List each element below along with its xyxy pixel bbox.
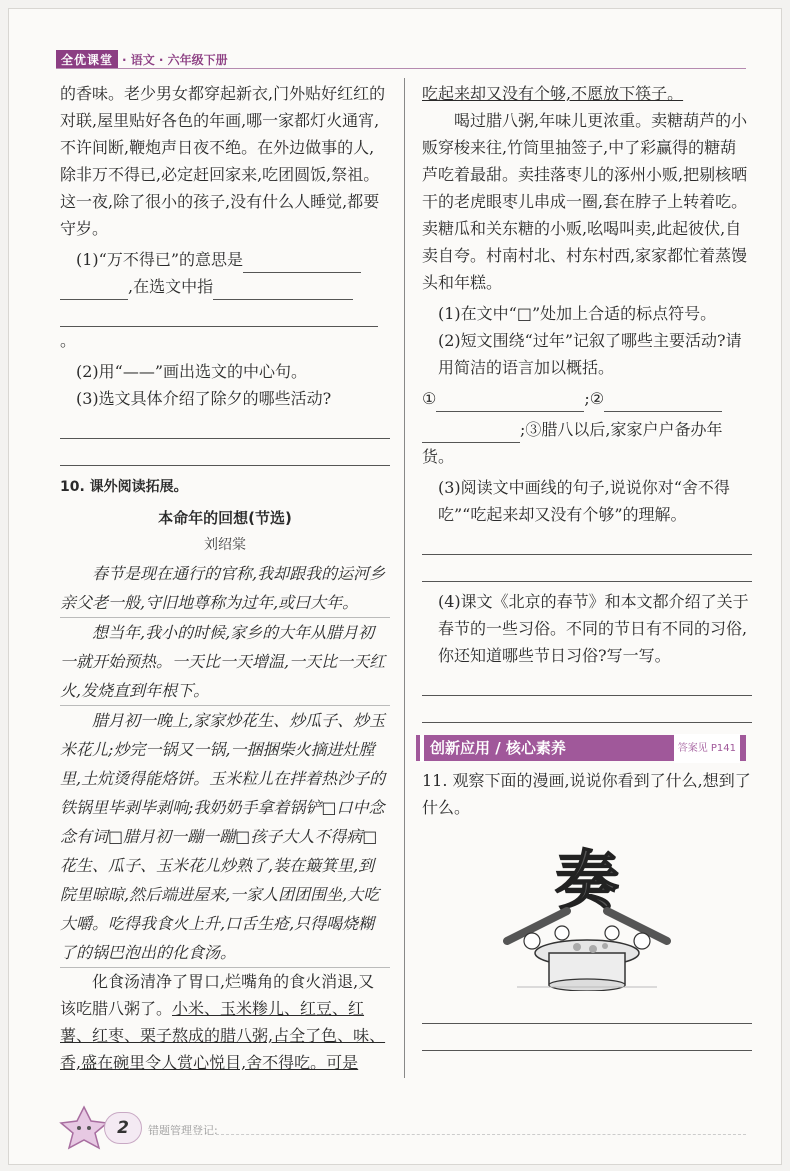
comic-illustration: [487, 841, 687, 991]
passage-paragraph: 的香味。老少男女都穿起新衣,门外贴好红红的对联,屋里贴好各色的年画,哪一家都灯火通宵,不许间断,鞭炮声日夜不绝。在外边做事的人,除非万不得已,必定赶回家来,吃团圆饭,祭祖。这一夜,除了很小的孩子,没有什么人睡觉,都要守岁。: [60, 84, 386, 238]
question-2: (2)用“——”画出选文的中心句。: [76, 362, 308, 381]
answer-line[interactable]: [422, 1024, 752, 1051]
left-column: [60, 80, 390, 1076]
underlined-sentence: 小米、玉米糁儿、红豆、红薯、红枣、栗子熬成的腊八粥,占全了色、味、香,盛在碗里令人赏心悦目,舍不得吃。可是: [60, 999, 386, 1072]
answer-blank[interactable]: [60, 281, 128, 300]
question-2: (2)短文围绕“过年”记叙了哪些主要活动?请用简洁的语言加以概括。: [438, 331, 742, 377]
answer-line[interactable]: [422, 669, 752, 696]
comic-drawing: [487, 841, 687, 991]
answer-line[interactable]: [422, 555, 752, 582]
answer-blank[interactable]: [243, 254, 361, 273]
answer-blank[interactable]: [60, 308, 378, 327]
page-number: 2: [104, 1112, 142, 1144]
reading-paragraph: 春节是现在通行的官称,我却跟我的运河乡亲父老一般,守旧地尊称为过年,或曰大年。: [60, 559, 390, 618]
answer-line[interactable]: [422, 696, 752, 723]
page-footer: [56, 1110, 746, 1150]
right-column: [422, 80, 752, 1051]
reading-paragraph: 化食汤清净了胃口,烂嘴角的食火消退,又该吃腊八粥了。小米、玉米糁儿、红豆、红薯、红枣、栗子熬成的腊八粥,占全了色、味、香,盛在碗里令人赏心悦目,舍不得吃。可是: [60, 972, 386, 1072]
answer-blank[interactable]: [422, 424, 520, 443]
answer-line[interactable]: [60, 439, 390, 466]
answer-line[interactable]: [60, 412, 390, 439]
banner-title: 创新应用 / 核心素养: [420, 735, 566, 762]
brand-label: 全优课堂: [56, 50, 118, 69]
page-header: [56, 50, 228, 68]
question-2-answers: ① ;②: [422, 385, 752, 412]
reading-paragraph: 喝过腊八粥,年味儿更浓重。卖糖葫芦的小贩穿梭来往,竹筒里抽签子,中了彩赢得的糖葫芦吃着最甜。卖挂落枣儿的涿州小贩,把剔核晒干的老虎眼枣儿串成一圈,套在脖子上转着吃。卖糖瓜和关东糖的小贩,吆喝叫卖,此起彼伏,自卖自夸。村南村北、村东村西,家家都忙着蒸馒头和年糕。: [422, 111, 748, 292]
header-rule: [56, 68, 746, 69]
answer-line[interactable]: [422, 997, 752, 1024]
answer-blank[interactable]: [213, 281, 353, 300]
breadcrumb: · 语文 · 六年级下册: [122, 52, 228, 67]
underlined-sentence-end: 吃起来却又没有个够,不愿放下筷子。: [422, 84, 684, 103]
question-1: (1)在文中“□”处加上合适的标点符号。: [438, 304, 717, 323]
answer-reference[interactable]: 答案见 P141: [674, 734, 740, 763]
error-log-lines[interactable]: [216, 1134, 746, 1135]
question-4: (4)课文《北京的春节》和本文都介绍了关于春节的一些习俗。不同的节日有不同的习俗,你还知道哪些节日习俗?写一写。: [438, 592, 749, 665]
question-3: (3)阅读文中画线的句子,说说你对“舍不得吃”“吃起来却又没有个够”的理解。: [438, 478, 730, 524]
question-1: (1)“万不得已”的意思是: [60, 246, 390, 273]
question-3: (3)选文具体介绍了除夕的哪些活动?: [76, 389, 332, 408]
answer-blank[interactable]: [604, 393, 722, 412]
comic-character: 奏: [555, 844, 619, 919]
reading-paragraph: 腊月初一晚上,家家炒花生、炒瓜子、炒玉米花儿;炒完一锅又一锅,一捆捆柴火摘进灶膛里,土炕烫得能烙饼。玉米粒儿在拌着热沙子的铁锅里毕剥毕剥响;我奶奶手拿着锅铲□口中念念有词□腊月初一蹦一蹦□孩子大人不得病□花生、瓜子、玉米花儿炒熟了,装在簸箕里,到院里晾晾,然后端进屋来,一家人团团围坐,大吃大嚼。吃得我食火上升,口舌生疮,只得喝烧糊了的锅巴泡出的化食汤。: [60, 706, 390, 968]
section-banner: [416, 735, 746, 761]
article-author: 刘绍棠: [204, 537, 246, 553]
answer-line[interactable]: [422, 528, 752, 555]
question-1-cont2: 。: [60, 300, 390, 354]
reading-paragraph: 想当年,我小的时候,家乡的大年从腊月初一就开始预热。一天比一天增温,一天比一天红火,发烧直到年根下。: [60, 618, 390, 706]
question-11: 11. 观察下面的漫画,说说你看到了什么,想到了什么。: [422, 771, 751, 817]
article-title: 本命年的回想(节选): [158, 509, 292, 527]
section-10-heading: 10. 课外阅读拓展。: [60, 479, 188, 495]
question-2-answers-cont: ;③腊八以后,家家户户备办年货。: [422, 420, 723, 466]
column-divider: [404, 78, 405, 1078]
answer-blank[interactable]: [436, 393, 584, 412]
error-log-label: 错题管理登记:: [148, 1124, 218, 1137]
question-1-cont: ,在选文中指: [60, 273, 390, 300]
